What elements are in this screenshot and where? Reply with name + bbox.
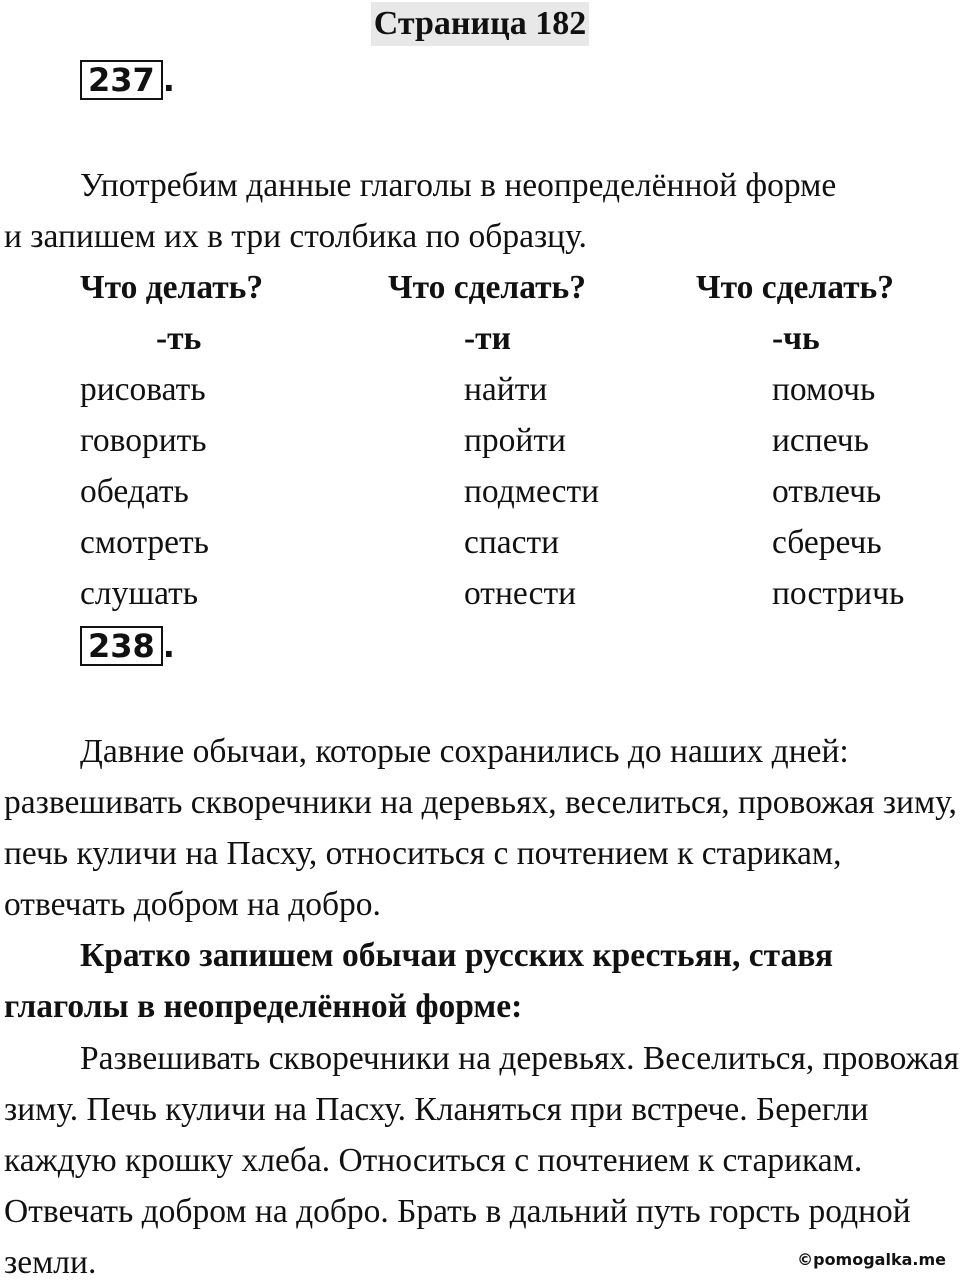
- page-title: [0, 2, 960, 46]
- task-237-intro-line-1: Употребим данные глаголы в неопределённой форме: [80, 167, 837, 204]
- column-suffix: -ть: [156, 320, 202, 357]
- task-number-237: [80, 60, 175, 100]
- column-heading: Что делать?: [80, 269, 264, 306]
- word: помочь: [772, 371, 876, 408]
- column-sdelat-ti: [388, 262, 599, 619]
- task-number-box: 237: [80, 60, 163, 100]
- word: смотреть: [80, 524, 209, 561]
- task-238-paragraph-1: Давние обычаи, которые сохранились до наших дней: развешивать скворечники на деревьях, веселиться, провожая зиму, печь куличи на Пасху, относиться с почтением к старикам, отвечать добром на добро.: [4, 733, 957, 923]
- word: пройти: [464, 422, 566, 459]
- word: рисовать: [80, 371, 206, 408]
- task-number-dot: .: [162, 627, 175, 665]
- watermark: ©pomogalka.me: [797, 1250, 946, 1269]
- word: найти: [464, 371, 548, 408]
- word: говорить: [80, 422, 207, 459]
- word: постричь: [772, 575, 905, 612]
- task-number-dot: .: [162, 61, 175, 99]
- word: испечь: [772, 422, 869, 459]
- column-suffix: -чь: [772, 320, 820, 357]
- column-delat: [80, 262, 263, 619]
- task-238-paragraph-2: Развешивать скворечники на деревьях. Веселиться, провожая зиму. Печь куличи на Пасху. Кланяться при встрече. Берегли каждую крошку хлеба. Относиться с почтением к старикам. Отвечать добром на добро. Брать в дальний путь горсть родной земли.: [4, 1040, 960, 1281]
- task-number-box: 238: [80, 626, 163, 666]
- column-sdelat-ch: [696, 262, 904, 619]
- column-heading: Что сделать?: [388, 269, 587, 306]
- task-238-instruction: Кратко запишем обычаи русских крестьян, ставя глаголы в неопределённой форме:: [4, 937, 833, 1025]
- word: отвлечь: [772, 473, 882, 510]
- word: обедать: [80, 473, 189, 510]
- word: сберечь: [772, 524, 882, 561]
- column-suffix: -ти: [464, 320, 511, 357]
- word: спасти: [464, 524, 560, 561]
- task-237-intro-line-2: и запишем их в три столбика по образцу.: [4, 218, 587, 255]
- word: отнести: [464, 575, 577, 612]
- word: подмести: [464, 473, 600, 510]
- task-number-238: [80, 626, 175, 666]
- word: слушать: [80, 575, 199, 612]
- column-heading: Что сделать?: [696, 269, 895, 306]
- page-title-text: Страница 182: [371, 2, 589, 46]
